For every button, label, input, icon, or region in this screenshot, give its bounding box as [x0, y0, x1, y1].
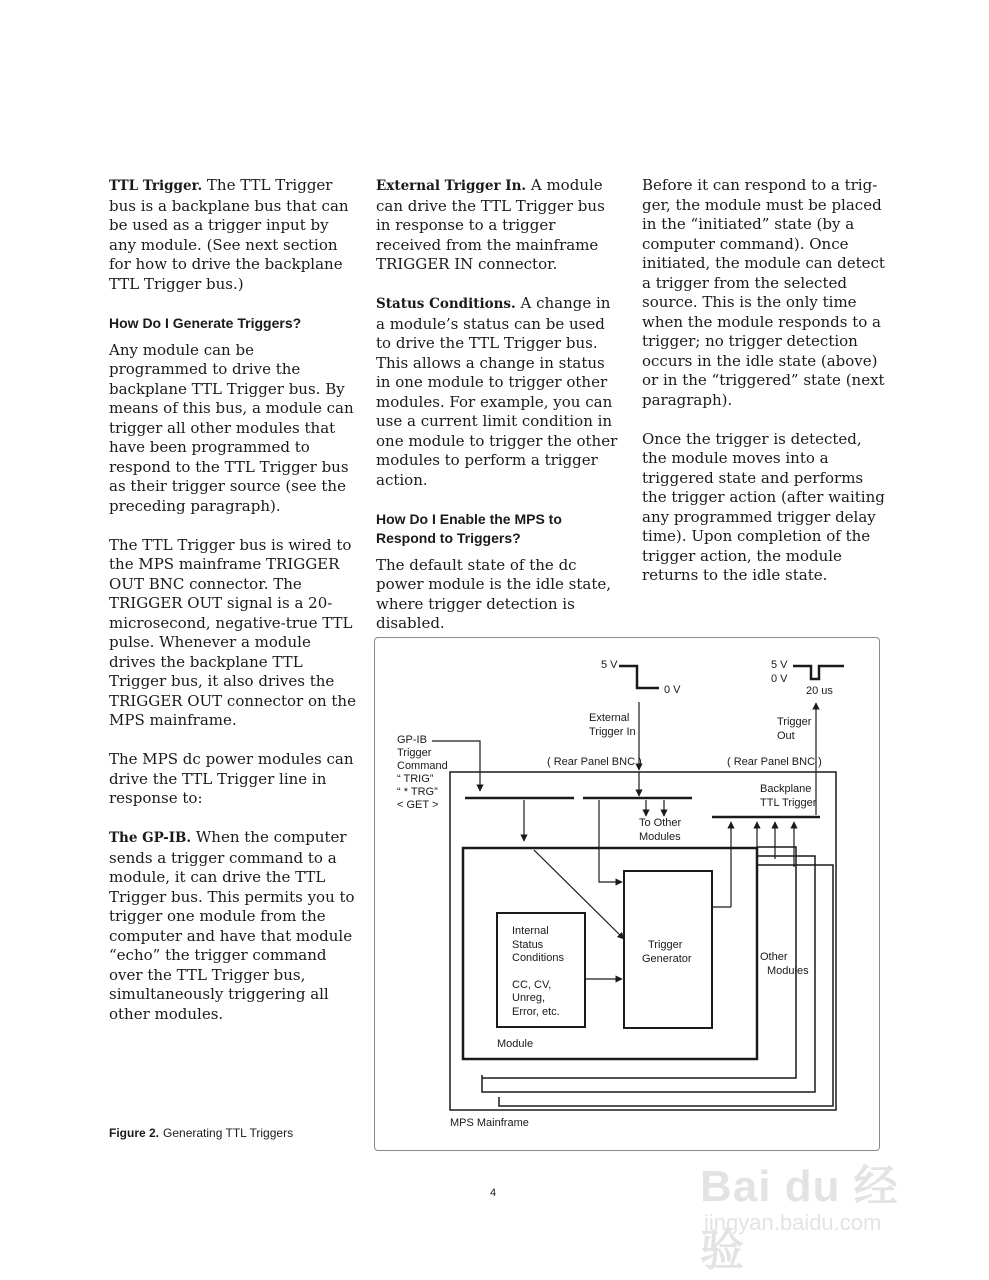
paragraph-initiated-state: Before it can respond to a trig-ger, the module must be placed in the “initiated” state (by a computer command). Once initiated, the module can detect a trigger from the selected source. This is the only time when the module responds to a trigger; no trigger detection occurs in the idle state (above) or in the “triggered” state (next paragraph). — [642, 176, 885, 409]
paragraph-program-module: Any module can be programmed to drive the backplane TTL Trigger bus. By means of this bus, a module can trigger all other modules that have been programmed to respond to the TTL Trigger bus as their trigger source (see the preceding paragraph). — [109, 340, 354, 515]
ext-5v-label: 5 V — [601, 659, 618, 671]
body-gpib: When the computer sends a trigger command to a module, it can drive the TTL Trigger bus. This permits you to trigger one module from the computer and have that module “echo” the trigger command over the TTL Trigger bus, simultaneously triggering all other modules. — [109, 828, 355, 1023]
trig-out-label-1: Trigger — [777, 716, 812, 728]
watermark-main: Bai du 经验 — [700, 1162, 899, 1275]
paragraph-drive-line: The MPS dc power modules can drive the TTL Trigger line in response to: — [109, 750, 354, 807]
out-5v-label: 5 V — [771, 659, 788, 671]
to-other-label-1: To Other — [639, 817, 682, 829]
other-modules-label-2: Modules — [767, 965, 809, 977]
lead-ttl-trigger: TTL Trigger. — [109, 178, 203, 194]
heading-generate-triggers: How Do I Generate Triggers? — [109, 314, 302, 331]
gpib-label-4: “ TRIG” — [397, 773, 434, 785]
baidu-watermark — [700, 1150, 940, 1275]
body-status-conditions: A change in a module’s status can be used to drive the TTL Trigger bus. This allows a change in status in one module to trigger other modules. For example, you can use a current limit condition in one module to trigger the other modules to perform a trigger action. — [376, 294, 618, 489]
ext-in-label-1: External — [589, 712, 630, 724]
backplane-label-1: Backplane — [760, 783, 812, 795]
figure-caption — [109, 1126, 293, 1140]
heading-enable-mps: How Do I Enable the MPS to Respond to Triggers? — [376, 510, 562, 546]
lead-external-trigger: External Trigger In. — [376, 178, 527, 194]
trig-out-label-2: Out — [777, 730, 795, 742]
out-0v-label: 0 V — [771, 673, 788, 685]
isc-label-2: Status — [512, 939, 544, 951]
paragraph-external-trigger — [376, 176, 621, 275]
rear-bnc-right: ( Rear Panel BNC ) — [727, 756, 822, 768]
ext-in-label-2: Trigger In — [589, 726, 636, 738]
ext-bus-to-generator — [599, 800, 622, 882]
paragraph-status-conditions — [376, 294, 621, 490]
rear-bnc-left: ( Rear Panel BNC ) — [547, 756, 642, 768]
module-shadow-2 — [482, 856, 815, 1092]
gpib-label-2: Trigger — [397, 747, 432, 759]
isc-label-4: CC, CV, — [512, 979, 552, 991]
text-column-3 — [642, 176, 890, 605]
page-number: 4 — [490, 1187, 497, 1199]
paragraph-default-state: The default state of the dc power module is the idle state, where trigger detection is disabled. — [376, 555, 612, 632]
out-20us-label: 20 us — [806, 685, 833, 697]
module-label: Module — [497, 1038, 534, 1050]
text-column-2 — [376, 176, 621, 634]
trig-gen-label-1: Trigger — [648, 939, 683, 951]
paragraph-triggered-state: Once the trigger is detected, the module moves into a triggered state and performs the trigger action (after waiting any programmed trigger delay time). Upon completion of the trigger action, the module returns to the idle state. — [642, 429, 885, 584]
trig-gen-label-2: Generator — [642, 953, 692, 965]
paragraph-gpib — [109, 828, 357, 1024]
gpib-label-3: Command — [397, 760, 448, 772]
lead-gpib: The GP-IB. — [109, 830, 192, 846]
mainframe-label: MPS Mainframe — [450, 1117, 529, 1129]
ttl-trigger-diagram — [374, 637, 880, 1151]
gpib-label-6: < GET > — [397, 799, 439, 811]
watermark-sub: jingyan.baidu.com — [704, 1210, 882, 1235]
isc-label-3: Conditions — [512, 952, 564, 964]
body-ttl-trigger: The TTL Trigger bus is a backplane bus that can be used as a trigger input by any module. (See next section for how to drive the backplane TTL Trigger bus.) — [109, 176, 349, 293]
isc-label-5: Unreg, — [512, 992, 546, 1004]
ext-waveform — [619, 666, 659, 688]
ext-0v-label: 0 V — [664, 684, 681, 696]
caption-text: Generating TTL Triggers — [163, 1126, 294, 1140]
isc-label-6: Error, etc. — [512, 1006, 560, 1018]
body-external-trigger: A module can drive the TTL Trigger bus in response to a trigger received from the mainframe TRIGGER IN connector. — [376, 176, 605, 273]
paragraph-trigger-out: The TTL Trigger bus is wired to the MPS mainframe TRIGGER OUT BNC connector. The TRIGGER OUT signal is a 20-microsecond, negative-true TTL pulse. Whenever a module drives the backplane TTL Trigger bus, it also drives the TRIGGER OUT connector on the MPS mainframe. — [109, 535, 356, 729]
backplane-label-2: TTL Trigger — [760, 797, 817, 809]
paragraph-ttl-trigger — [109, 176, 357, 294]
text-column-1 — [109, 176, 357, 1044]
caption-label: Figure 2. — [109, 1126, 160, 1140]
to-other-label-2: Modules — [639, 831, 681, 843]
isc-label-1: Internal — [512, 925, 549, 937]
gpib-label-1: GP-IB — [397, 734, 427, 746]
gpib-label-5: “ * TRG” — [397, 786, 438, 798]
lead-status-conditions: Status Conditions. — [376, 296, 516, 312]
out-waveform — [793, 666, 844, 679]
other-modules-label-1: Other — [760, 951, 788, 963]
